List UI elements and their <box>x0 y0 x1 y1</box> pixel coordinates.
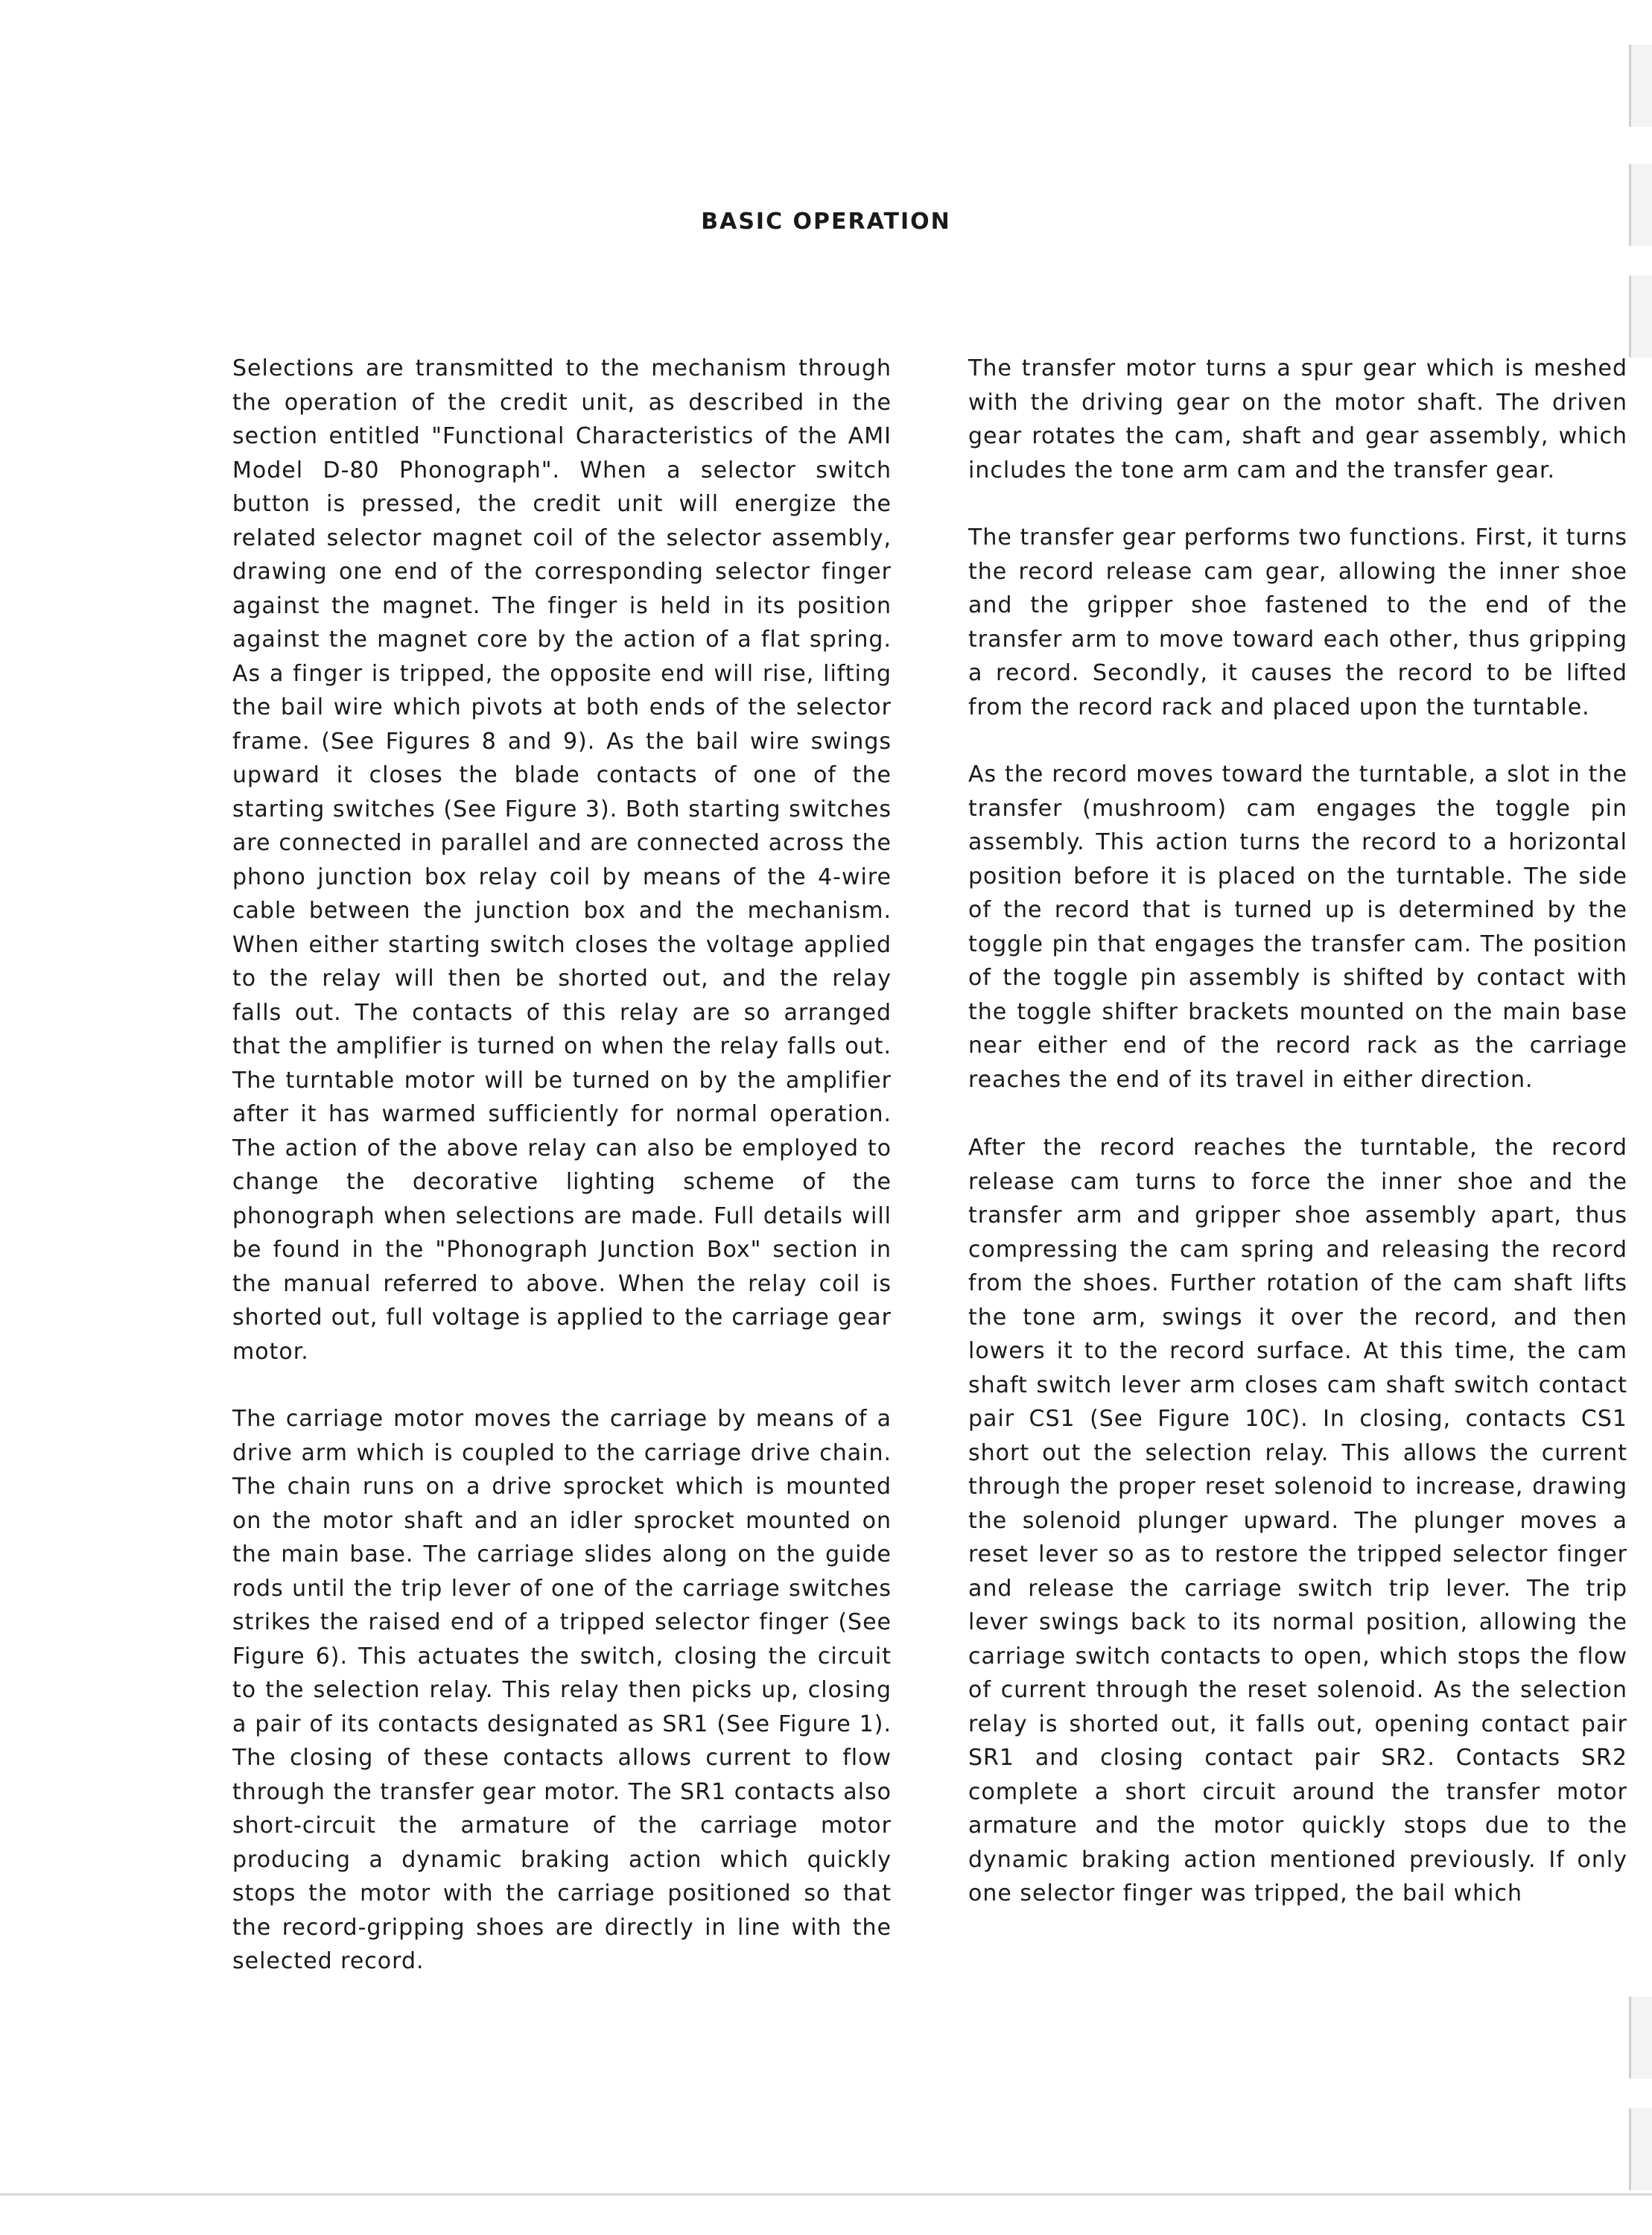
edge-tab <box>1629 1997 1652 2079</box>
left-column <box>232 352 892 2012</box>
edge-tab <box>1629 2108 1652 2190</box>
right-column <box>968 352 1627 1944</box>
paragraph: As the record moves toward the turntable, a slot in the transfer (mushroom) cam engages the toggle pin assembly. This action turns the record to a horizontal position before it is placed on the turntable. The side of the record that is turned up is determined by the toggle pin that engages the transfer cam. The position of the toggle pin assembly is shifted by contact with the toggle shifter brackets mounted on the main base near either end of the record rack as the carriage reaches the end of its travel in either direction. <box>968 761 1627 1093</box>
edge-tab <box>1629 164 1652 246</box>
paragraph: The transfer motor turns a spur gear which is meshed with the driving gear on the motor shaft. The driven gear rotates the cam, shaft and gear assembly, which includes the tone arm cam and the transfer gear. <box>968 355 1627 484</box>
paragraph: The carriage motor moves the carriage by means of a drive arm which is coupled to the carriage drive chain. The chain runs on a drive sprocket which is mounted on the motor shaft and an idler sprocket mounted on the main base. The carriage slides along on the guide rods until the trip lever of one of the carriage switches strikes the raised end of a tripped selector finger (See Figure 6). This actuates the switch, closing the circuit to the selection relay. This relay then picks up, closing a pair of its contacts designated as SR1 (See Figure 1). The closing of these contacts allows current to flow through the transfer gear motor. The SR1 contacts also short-circuit the armature of the carriage motor producing a dynamic braking action which quickly stops the motor with the carriage positioned so that the record-gripping shoes are directly in line with the selected record. <box>232 1406 892 1974</box>
edge-tab <box>1629 276 1652 358</box>
page-edge-tabs <box>1622 30 1652 2190</box>
page-title: BASIC OPERATION <box>701 209 951 235</box>
edge-tab <box>1629 45 1652 127</box>
paragraph: After the record reaches the turntable, the record release cam turns to force the inner shoe and the transfer arm and gripper shoe assembly apart, thus compressing the cam spring and releasing the record from the shoes. Further rotation of the cam shaft lifts the tone arm, swings it over the record, and then lowers it to the record surface. At this time, the cam shaft switch lever arm closes cam shaft switch contact pair CS1 (See Figure 10C). In closing, contacts CS1 short out the selection relay. This allows the current through the proper reset solenoid to increase, drawing the solenoid plunger upward. The plunger moves a reset lever so as to restore the tripped selector finger and release the carriage switch trip lever. The trip lever swings back to its normal position, allowing the carriage switch contacts to open, which stops the flow of current through the reset solenoid. As the selection relay is shorted out, it falls out, opening contact pair SR1 and closing contact pair SR2. Contacts SR2 complete a short circuit around the transfer motor armature and the motor quickly stops due to the dynamic braking action mentioned previously. If only one selector finger was tripped, the bail which <box>968 1135 1627 1906</box>
paragraph: Selections are transmitted to the mechanism through the operation of the credit unit, as described in the section entitled "Functional Characteristics of the AMI Model D-80 Phonograph". When a selector switch button is pressed, the credit unit will energize the related selector magnet coil of the selector assembly, drawing one end of the corresponding selector finger against the magnet. The finger is held in its position against the magnet core by the action of a flat spring. As a finger is tripped, the opposite end will rise, lifting the bail wire which pivots at both ends of the selector frame. (See Figures 8 and 9). As the bail wire swings upward it closes the blade contacts of one of the starting switches (See Figure 3). Both starting switches are connected in parallel and are connected across the phono junction box relay coil by means of the 4-wire cable between the junction box and the mechanism. When either starting switch closes the voltage applied to the relay will then be shorted out, and the relay falls out. The contacts of this relay are so arranged that the amplifier is turned on when the relay falls out. The turntable motor will be turned on by the amplifier after it has warmed sufficiently for normal operation. The action of the above relay can also be employed to change the decorative lighting scheme of the phonograph when selections are made. Full details will be found in the "Phonograph Junction Box" section in the manual referred to above. When the relay coil is shorted out, full voltage is applied to the carriage gear motor. <box>232 355 892 1365</box>
bottom-edge-line <box>0 2193 1652 2196</box>
paragraph: The transfer gear performs two functions. First, it turns the record release cam gear, allowing the inner shoe and the gripper shoe fastened to the end of the transfer arm to move toward each other, thus gripping a record. Secondly, it causes the record to be lifted from the record rack and placed upon the turntable. <box>968 524 1627 720</box>
